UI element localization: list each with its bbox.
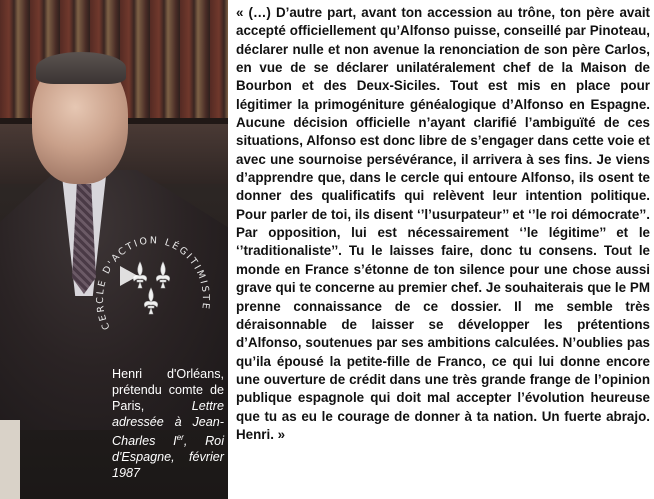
caption-name: Henri d'Orléans, xyxy=(112,367,224,381)
seal-text xyxy=(95,235,211,331)
cercle-action-legitimiste-seal xyxy=(92,210,212,350)
caption-letter-title: Lettre adressée à Jean-Charles I xyxy=(112,399,224,449)
photo-caption xyxy=(112,366,224,481)
fleur-de-lis-triple-play-icon xyxy=(120,262,170,314)
caption-line2: prétendu comte xyxy=(112,383,203,397)
portrait-hair xyxy=(36,52,126,84)
caption-date: février 1987 xyxy=(112,450,224,481)
caption-superscript: er xyxy=(176,433,184,442)
seal-text-path: CERCLE D'ACTION LÉGITIMISTE xyxy=(94,235,212,332)
portrait-photo xyxy=(0,0,228,499)
caption-recipient: , Roi d'Espagne, xyxy=(112,434,224,465)
letter-quote-text: « (…) D’autre part, avant ton accession au trône, ton père avait accepté officiellement qu’Alfonso puisse, conseillé par Pinoteau, déclarer nulle et non avenue la renonciation de son père Carlos, en vue de se déclarer unilatéralement chef de la Maison de Bourbon et des Deux-Siciles. Tout est mis en place pour légitimer la primogéniture généalogique d’Alfonso en Espagne. Aucune décision officielle n’ayant clarifié l’ambiguïté de ces situations, Alfonso est donc libre de s’engager dans cette voie et avec une sournoise persévérance, il arrivera à ses fins. Je viens d’apprendre que, dans le cercle qui entoure Alfonso, ils osent te donner des qualificatifs qui relèvent leur intention politique. Pour parler de toi, ils disent ‘’l’usurpateur’’ et ‘’le roi démocrate’’. Par opposition, lui est nécessairement ‘’le légitime’’ et le ‘’traditionaliste’’. Tu le laisses faire, donc tu consens. Tout le monde en France s’étonne de ton silence pour une chose aussi grave qui te concerne au premier chef. Je souhaiterais que le PM prenne connaissance de ce dossier. Il me semble très déraisonnable de laisser se développer les prétentions d’Alfonso, soutenues par ses ambitions calculées. N’oublies pas qu’ila épousé la petite-fille de Franco, ce qui lui donne encore une ouverture de crédit dans une très grande frange de l’opinion publique espagnole qui doit mal accepter l’évolution heureuse que tu as eu le courage de donner à ta nation. Un fuerte abrajo. Henri. » xyxy=(236,5,650,442)
letter-paper xyxy=(0,420,20,499)
caption-line3: de Paris, xyxy=(112,383,224,413)
